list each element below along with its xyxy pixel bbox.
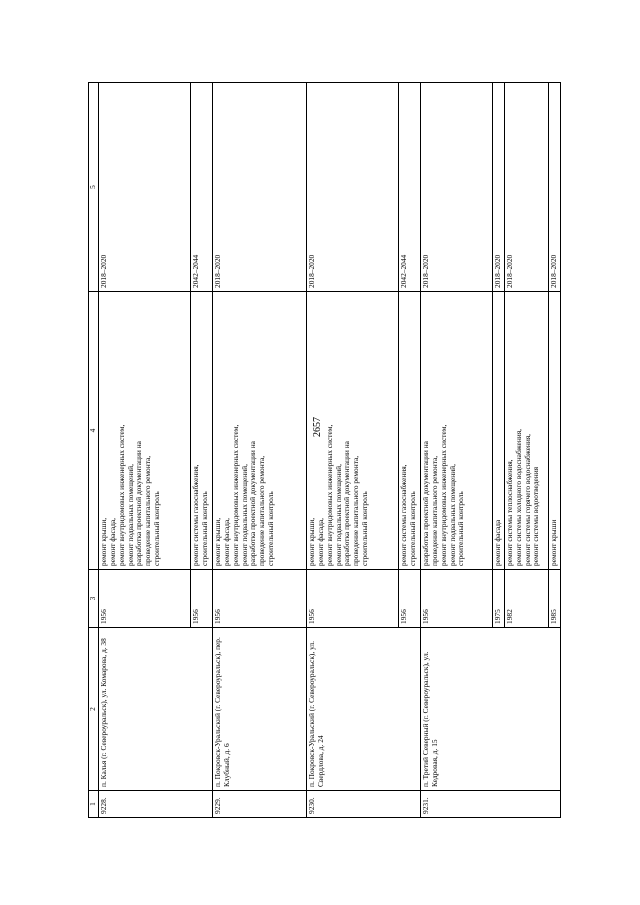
period-cell: 2018–2020 bbox=[98, 83, 190, 292]
work-item: разработка проектной документации на bbox=[134, 441, 144, 566]
header-col-4: 4 bbox=[89, 292, 99, 570]
work-item: ремонт внутридомовых инженерных систем, bbox=[230, 424, 240, 566]
work-item: ремонт фасада, bbox=[221, 518, 231, 566]
year-cell: 1975 bbox=[492, 570, 504, 628]
period-cell: 2042–2044 bbox=[398, 83, 420, 292]
address-cell: п. Калья (г. Североуральск), ул. Комарова, д. 38 bbox=[98, 628, 212, 791]
row-number: 9230. bbox=[306, 791, 420, 818]
works-cell bbox=[420, 292, 492, 570]
period-cell: 2018–2020 bbox=[548, 83, 560, 292]
work-item: проведение капитального ремонта, bbox=[351, 455, 361, 566]
work-item: ремонт внутридомовых инженерных систем, bbox=[116, 424, 126, 566]
work-item: ремонт фасада, bbox=[315, 518, 325, 566]
header-col-2: 2 bbox=[89, 628, 99, 791]
works-cell bbox=[492, 292, 504, 570]
work-item: строительный контроль bbox=[152, 491, 162, 566]
table-row bbox=[212, 83, 306, 818]
work-item: строительный контроль bbox=[199, 491, 209, 566]
year-cell: 1985 bbox=[548, 570, 560, 628]
works-cell bbox=[212, 292, 306, 570]
work-item: разработка проектной документации на bbox=[248, 441, 258, 566]
work-item: проведение капитального ремонта, bbox=[429, 455, 439, 566]
address-cell: п. Покровск-Уральский (г. Североуральск), ул. Свердлова, д. 24 bbox=[306, 628, 420, 791]
row-number: 9229. bbox=[212, 791, 306, 818]
work-item: ремонт системы холодного водоснабжения, bbox=[513, 429, 523, 566]
address-cell: п. Покровск-Уральский (г. Североуральск), пер. Клубный, д. 6 bbox=[212, 628, 306, 791]
work-item: ремонт подвальных помещений, bbox=[447, 464, 457, 566]
works-cell bbox=[190, 292, 212, 570]
work-item: ремонт системы теплоснабжения, bbox=[504, 459, 514, 566]
repair-schedule-table bbox=[88, 82, 561, 818]
period-cell: 2018–2020 bbox=[504, 83, 548, 292]
year-cell: 1956 bbox=[398, 570, 420, 628]
work-item: ремонт системы газоснабжения, bbox=[190, 464, 200, 566]
year-cell: 1956 bbox=[98, 570, 190, 628]
work-item: проведение капитального ремонта, bbox=[257, 455, 267, 566]
work-item: ремонт внутридомовых инженерных систем, bbox=[324, 424, 334, 566]
work-item: ремонт крыши, bbox=[306, 517, 316, 566]
table-row bbox=[98, 83, 190, 818]
work-item: строительный контроль bbox=[266, 491, 276, 566]
header-col-3: 3 bbox=[89, 570, 99, 628]
work-item: ремонт внутридомовых инженерных систем, bbox=[438, 424, 448, 566]
period-cell: 2042–2044 bbox=[190, 83, 212, 292]
year-cell: 1982 bbox=[504, 570, 548, 628]
works-cell bbox=[548, 292, 560, 570]
work-item: строительный контроль bbox=[360, 491, 370, 566]
work-item: ремонт системы водоотведения bbox=[531, 466, 541, 566]
table-row bbox=[306, 83, 398, 818]
work-item: проведение капитального ремонта, bbox=[143, 455, 153, 566]
works-cell bbox=[398, 292, 420, 570]
work-item: ремонт крыши, bbox=[212, 517, 222, 566]
year-cell: 1956 bbox=[190, 570, 212, 628]
year-cell: 1956 bbox=[212, 570, 306, 628]
work-item: ремонт системы газоснабжения, bbox=[398, 464, 408, 566]
work-item: ремонт фасада bbox=[492, 519, 502, 566]
year-cell: 1956 bbox=[420, 570, 492, 628]
row-number: 9231. bbox=[420, 791, 560, 818]
period-cell: 2018–2020 bbox=[492, 83, 504, 292]
period-cell: 2018–2020 bbox=[306, 83, 398, 292]
table-row bbox=[420, 83, 492, 818]
header-col-5: 5 bbox=[89, 83, 99, 292]
work-item: ремонт крыши bbox=[548, 519, 558, 566]
header-col-1: 1 bbox=[89, 791, 99, 818]
year-cell: 1956 bbox=[306, 570, 398, 628]
address-cell: п. Третий Северный (г. Североуральск), ул. Кедровая, д. 15 bbox=[420, 628, 560, 791]
work-item: строительный контроль bbox=[456, 491, 466, 566]
work-item: строительный контроль bbox=[407, 491, 417, 566]
work-item: разработка проектной документации на bbox=[420, 441, 430, 566]
period-cell: 2018–2020 bbox=[212, 83, 306, 292]
works-cell bbox=[306, 292, 398, 570]
page-number: 2657 bbox=[312, 417, 323, 437]
work-item: разработка проектной документации на bbox=[342, 441, 352, 566]
work-item: ремонт крыши, bbox=[98, 517, 108, 566]
period-cell: 2018–2020 bbox=[420, 83, 492, 292]
works-cell bbox=[98, 292, 190, 570]
works-cell bbox=[504, 292, 548, 570]
row-number: 9228. bbox=[98, 791, 212, 818]
work-item: ремонт подвальных помещений, bbox=[239, 464, 249, 566]
work-item: ремонт фасада, bbox=[107, 518, 117, 566]
work-item: ремонт системы горячего водоснабжения, bbox=[522, 433, 532, 566]
table-header-row bbox=[89, 83, 99, 818]
repair-schedule-table-wrapper bbox=[88, 83, 558, 818]
work-item: ремонт подвальных помещений, bbox=[125, 464, 135, 566]
work-item: ремонт подвальных помещений, bbox=[333, 464, 343, 566]
